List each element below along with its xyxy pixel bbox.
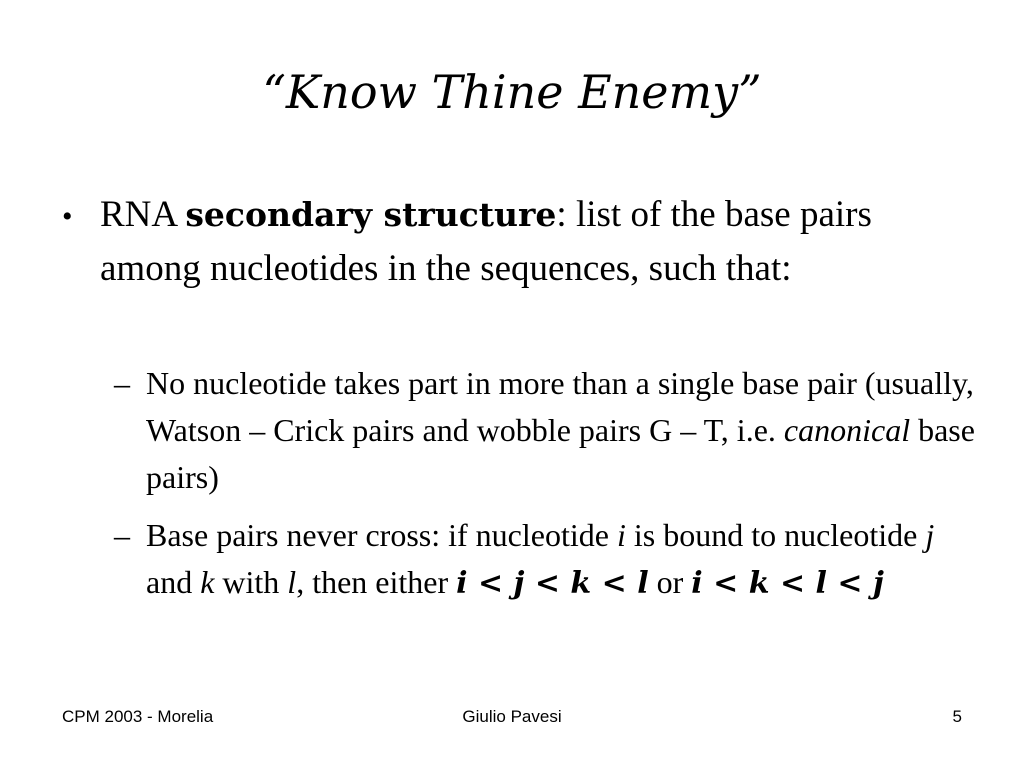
footer-left: CPM 2003 - Morelia — [62, 707, 214, 726]
condition-1: i < j < k < l — [456, 566, 649, 601]
subbullet-1-text-end: base pairs) — [146, 412, 975, 495]
subbullet-1-emphasis: canonical — [783, 412, 911, 448]
subbullet-2-text: Base pairs never cross: if nucleotide — [146, 517, 609, 553]
subbullet-2-text: and — [146, 564, 193, 600]
footer-author: Giulio Pavesi — [462, 707, 562, 726]
bullet-rest: : list of the base pairs among nucleotides in the sequences, such that: — [100, 194, 872, 289]
subbullet-2 — [146, 512, 976, 607]
bullet-marker: • — [62, 200, 73, 233]
subbullet-marker: – — [114, 517, 130, 553]
subbullet-marker: – — [114, 365, 130, 401]
subbullet-2-text: or — [656, 564, 684, 600]
subbullet-1-text: No nucleotide takes part in more than a single base pair (usually, Watson – Crick pairs and wobble pairs G – T, i.e. — [146, 365, 974, 448]
bullet-term: secondary structure — [185, 195, 557, 234]
condition-2: i < k < l < j — [691, 566, 884, 601]
subbullet-2-text: , then either — [296, 564, 449, 600]
var-l: l — [287, 564, 297, 600]
slide-title: “Know Thine Enemy” — [262, 65, 762, 119]
subbullet-1 — [146, 360, 976, 501]
subbullet-2-text: with — [222, 564, 280, 600]
var-j: j — [925, 517, 935, 553]
bullet-intro: RNA — [100, 194, 177, 235]
main-bullet — [100, 188, 940, 296]
var-i: i — [616, 517, 626, 553]
subbullet-2-text: is bound to nucleotide — [633, 517, 918, 553]
var-k: k — [200, 564, 215, 600]
page-number: 5 — [952, 707, 962, 726]
